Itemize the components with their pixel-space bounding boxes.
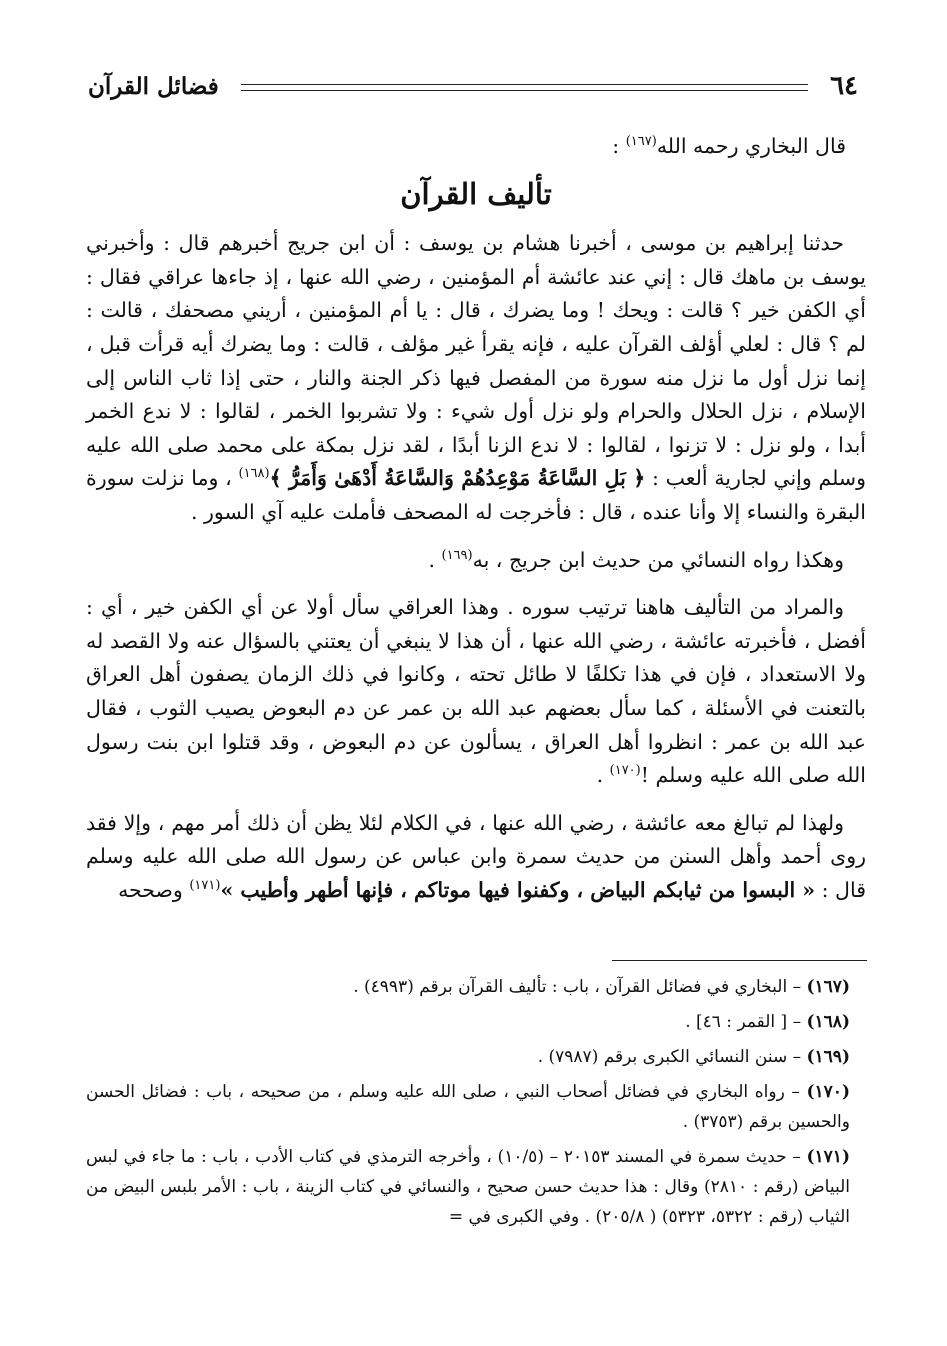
intro-suffix: : bbox=[612, 134, 626, 158]
footnote-item bbox=[86, 1077, 850, 1137]
intro-text: قال البخاري رحمه الله bbox=[656, 134, 846, 158]
footnote-text: – حديث سمرة في المسند ٢٠١٥٣ – (١٠/٥) ، وأخرجه الترمذي في كتاب الأدب ، باب : ما جاء في لبس البياض (رقم : ٢٨١٠) وقال : هذا حديث حسن صحيح ، والنسائي في كتاب الزينة ، باب : الأمر بلبس البيض من الثياب (رقم : ٥٣٢٢، ٥٣٢٣) ( ٢٠٥/٨) . وفي الكبرى في = bbox=[86, 1147, 850, 1227]
footnote-ref: (١٦٨) bbox=[238, 466, 270, 482]
footnote-text: – سنن النسائي الكبرى برقم (٧٩٨٧) . bbox=[537, 1047, 807, 1067]
paragraph-text: . bbox=[596, 763, 610, 788]
section-heading: تأليف القرآن bbox=[400, 176, 552, 211]
paragraph-nasai bbox=[86, 544, 866, 578]
footnote-item bbox=[86, 1042, 850, 1072]
running-title: فضائل القرآن bbox=[88, 72, 219, 100]
footnote-text: – [ القمر : ٤٦] . bbox=[685, 1012, 807, 1032]
footnote-item bbox=[86, 1142, 850, 1232]
header-rule bbox=[241, 84, 808, 91]
paragraph-white-garments bbox=[86, 807, 866, 908]
paragraph-explanation bbox=[86, 591, 866, 793]
footnote-ref: (١٦٧) bbox=[625, 134, 657, 150]
footnote-item bbox=[86, 972, 850, 1002]
paragraph-text: حدثنا إبراهيم بن موسى ، أخبرنا هشام بن يوسف : أن ابن جريج أخبرهم قال : وأخبرني يوسف بن ماهك قال : إني عند عائشة أم المؤمنين ، رضي الله عنها ، إذ جاءها عراقي فقال : أي الكفن خير ؟ قالت : ويحك ! وما يضرك ، قال : يا أم المؤمنين ، أريني مصحفك ، قالت : لم ؟ قال : لعلي أؤلف القرآن عليه ، فإنه يقرأ غير مؤلف ، قالت : وما يضرك أيه قرأت قبل ، إنما نزل أول ما نزل منه سورة من المفصل فيها ذكر الجنة والنار ، حتى إذا ثاب الناس إلى الإسلام ، نزل الحلال والحرام ولو نزل أول شيء : ولا تشربوا الخمر ، لقالوا : لا ندع الخمر أبدا ، ولو نزل : لا تزنوا ، لقالوا : لا ندع الزنا أبدًا ، لقد نزل بمكة على محمد صلى الله عليه وسلم وإني لجارية ألعب : bbox=[86, 231, 866, 491]
paragraph-text: ، وما نزلت سورة البقرة والنساء إلا وأنا عنده ، قال : فأخرجت له المصحف فأملت عليه آي السور . bbox=[86, 466, 866, 524]
paragraph-hadith-narration bbox=[86, 227, 866, 529]
intro-line bbox=[86, 130, 846, 164]
main-text bbox=[86, 128, 866, 921]
footnote-ref: (١٧١) bbox=[189, 878, 221, 894]
footnote-number: (١٦٨) bbox=[806, 1012, 850, 1032]
footnote-item bbox=[86, 1007, 850, 1037]
paragraph-text: ولهذا لم تبالغ معه عائشة ، رضي الله عنها ، في الكلام لئلا يظن أن ذلك أمر مهم ، وإلا فقد روى أحمد وأهل السنن من حديث سمرة وابن عباس عن رسول الله صلى الله عليه وسلم قال : bbox=[86, 810, 866, 902]
footnote-ref: (١٦٩) bbox=[441, 547, 473, 563]
quran-verse: ﴿ بَلِ السَّاعَةُ مَوْعِدُهُمْ وَالسَّاعَةُ أَدْهَىٰ وَأَمَرُّ ﴾ bbox=[269, 466, 646, 491]
page-number: ٦٤ bbox=[830, 71, 858, 101]
paragraph-text: والمراد من التأليف هاهنا ترتيب سوره . وهذا العراقي سأل أولا عن أي الكفن خير ، أي : أفضل ، فأخبرته عائشة ، رضي الله عنها ، أن هذا لا ينبغي أن يعتني بالسؤال عنه ولا القصد له ولا الاستعداد ، فإن في هذا تكلفًا لا طائل تحته ، وكانوا في ذلك الزمان يصفون أهل العراق بالتعنت في الأسئلة ، كما سأل بعضهم عبد الله بن عمر عن دم البعوض يصيب الثوب ، فقال عبد الله بن عمر : انظروا أهل العراق ، يسألون عن دم البعوض ، وقد قتلوا ابن بنت رسول الله صلى الله عليه وسلم ! bbox=[86, 595, 866, 788]
footnote-number: (١٦٧) bbox=[806, 977, 850, 997]
hadith-quote: « البسوا من ثيابكم البياض ، وكفنوا فيها موتاكم ، فإنها أطهر وأطيب » bbox=[220, 877, 816, 902]
footnote-number: (١٦٩) bbox=[806, 1047, 850, 1067]
footnote-number: (١٧١) bbox=[806, 1147, 850, 1167]
footnote-text: – البخاري في فضائل القرآن ، باب : تأليف القرآن برقم (٤٩٩٣) . bbox=[353, 977, 807, 997]
footnote-text: – رواه البخاري في فضائل أصحاب النبي ، صلى الله عليه وسلم ، من صحيحه ، باب : فضائل الحسن والحسين برقم (٣٧٥٣) . bbox=[86, 1082, 850, 1132]
page-header bbox=[88, 66, 858, 106]
footnote-ref: (١٧٠) bbox=[609, 763, 641, 779]
footnote-number: (١٧٠) bbox=[806, 1082, 850, 1102]
paragraph-text: . bbox=[428, 547, 442, 572]
paragraph-text: وهكذا رواه النسائي من حديث ابن جريج ، به bbox=[472, 547, 844, 572]
footnote-separator bbox=[612, 960, 867, 961]
footnotes bbox=[86, 972, 850, 1237]
paragraph-text: وصححه bbox=[118, 877, 190, 902]
